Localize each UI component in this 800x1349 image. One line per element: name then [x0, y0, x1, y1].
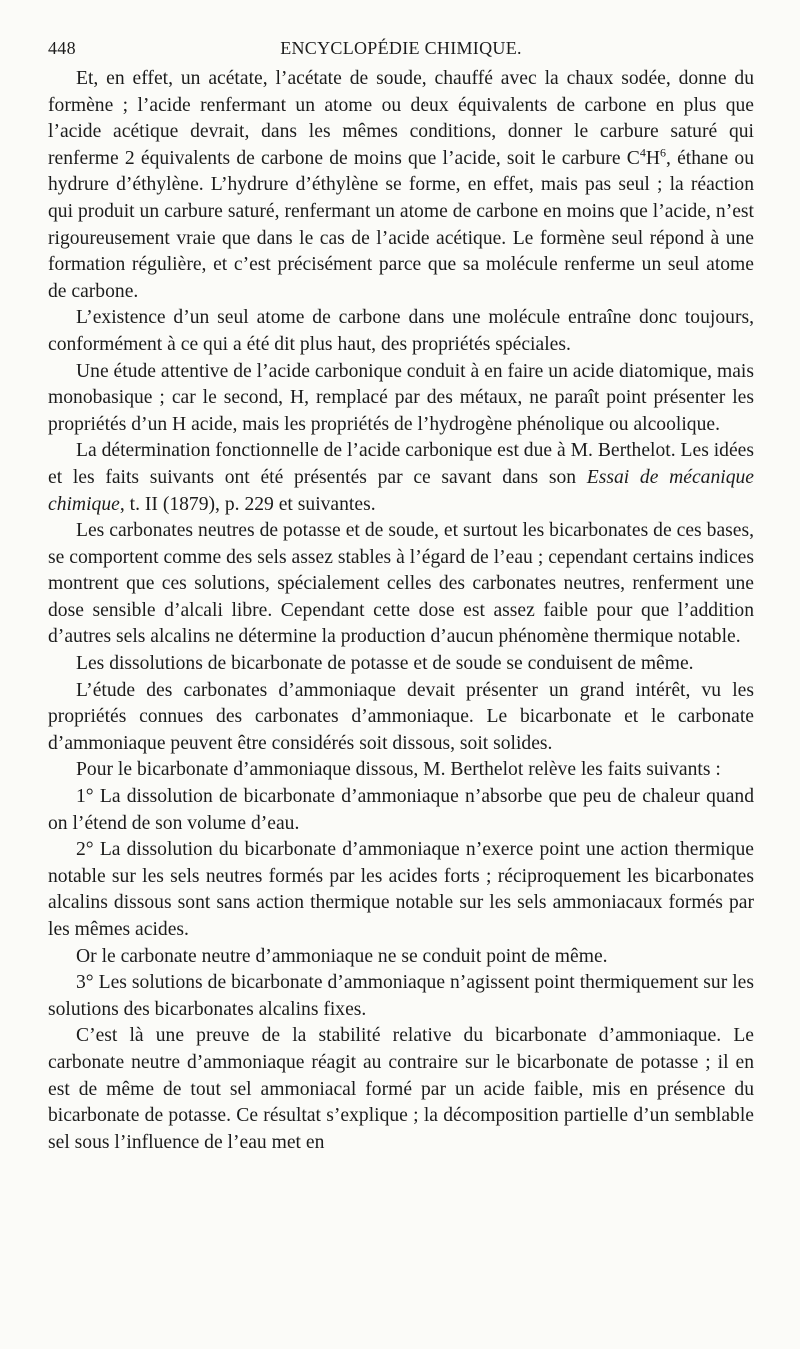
- page-number: 448: [48, 38, 76, 58]
- paragraph-2: L’existence d’un seul atome de carbone dans une molécule entraîne donc toujours, conformément à ce qui a été dit plus haut, des propriétés spéciales.: [48, 307, 754, 355]
- paragraph-6: Les dissolutions de bicarbonate de potasse et de soude se conduisent de même.: [76, 653, 694, 675]
- paragraph-8: Pour le bicarbonate d’ammoniaque dissous, M. Berthelot relève les faits suivants :: [76, 759, 721, 781]
- formula-c4h6: $C^4H^6$: [626, 145, 666, 169]
- paragraph-1-part-a: Et, en effet, un acétate, l’acétate de soude, chauffé avec la chaux sodée, donne du formène ; l’acide renfermant un atome ou deux équivalents de carbone en plus que l’acide acétique devrait, dans les mêmes conditions, donner le carbure saturé qui renferme 2 équivalents de carbone de moins que l’acide, soit le carbure: [48, 68, 754, 169]
- paragraph-3: Une étude attentive de l’acide carbonique conduit à en faire un acide diatomique, mais monobasique ; car le second, H, remplacé par des métaux, ne paraît point présenter les propriétés d’un H acide, mais les propriétés de l’hydrogène phénolique ou alcoolique.: [48, 360, 754, 435]
- paragraph-11: Or le carbonate neutre d’ammoniaque ne se conduit point de même.: [76, 945, 608, 967]
- running-title: ENCYCLOPÉDIE CHIMIQUE.: [280, 38, 522, 58]
- paragraph-13: C’est là une preuve de la stabilité relative du bicarbonate d’ammoniaque. Le carbonate neutre d’ammoniaque réagit au contraire sur le bicarbonate de potasse ; il en est de même de tout sel ammoniacal formé par un acide faible, mis en présence du bicarbonate de potasse. Ce résultat s’explique ; la décomposition partielle d’un semblable sel sous l’influence de l’eau met en: [48, 1025, 754, 1153]
- paragraph-1-part-b: , éthane ou hydrure d’éthylène. L’hydrure d’éthylène se forme, en effet, mais pas seul ; la réaction qui produit un carbure saturé, renfermant un atome de carbone en moins que l’acide, n’est rigoureusement vraie que dans le cas de l’acide acétique. Le formène seul répond à une formation régulière, et c’est précisément parce que sa molécule renferme un seul atome de carbone.: [48, 147, 754, 302]
- paragraph-7: L’étude des carbonates d’ammoniaque devait présenter un grand intérêt, vu les propriétés connues des carbonates d’ammoniaque. Le bicarbonate et le carbonate d’ammoniaque peuvent être considérés soit dissous, soit solides.: [48, 679, 754, 754]
- paragraph-9: 1° La dissolution de bicarbonate d’ammoniaque n’absorbe que peu de chaleur quand on l’étend de son volume d’eau.: [48, 786, 754, 834]
- paragraph-10: 2° La dissolution du bicarbonate d’ammoniaque n’exerce point une action thermique notable sur les sels neutres formés par les acides forts ; réciproquement les bicarbonates alcalins dissous sont sans action thermique notable sur les sels ammoniacaux formés par les mêmes acides.: [48, 839, 754, 940]
- paragraph-4: La détermination fonctionnelle de l’acide carbonique est due à M. Berthelot. Les idées et les faits suivants ont été présentés par ce savant dans son Essai de mécanique chimique, t. II (1879), p. 229 et suivantes.: [48, 440, 754, 515]
- page-header: [48, 38, 754, 64]
- paragraph-12: 3° Les solutions de bicarbonate d’ammoniaque n’agissent point thermiquement sur les solutions des bicarbonates alcalins fixes.: [48, 972, 754, 1020]
- body-text: [48, 66, 754, 1156]
- book-title: Essai de mécanique chimique: [48, 466, 754, 515]
- paragraph-5: Les carbonates neutres de potasse et de soude, et surtout les bicarbonates de ces bases, se comportent comme des sels assez stables à l’égard de l’eau ; cependant certains indices montrent que ces solutions, spécialement celles des carbonates neutres, renferment une dose sensible d’alcali libre. Cependant cette dose est assez faible pour que l’addition d’autres sels alcalins ne détermine la production d’aucun phénomène thermique notable.: [48, 520, 754, 648]
- paragraph-1: [48, 66, 754, 305]
